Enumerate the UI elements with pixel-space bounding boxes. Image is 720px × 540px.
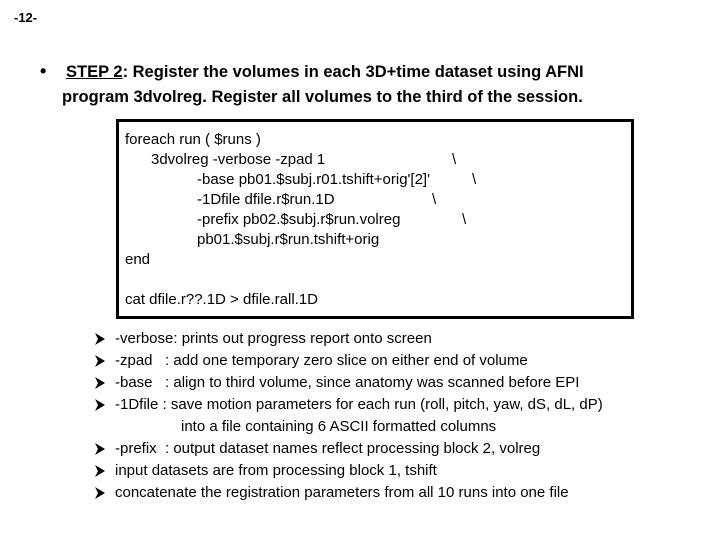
code-line-1dfile: -1Dfile dfile.r$run.1D [197,191,335,208]
code-line-base: -base pb01.$subj.r01.tshift+orig'[2]' [197,171,430,188]
line-continuation-2: \ [472,171,477,188]
arrowhead-bullet-icon [95,443,105,455]
code-line-3dvolreg: 3dvolreg -verbose -zpad 1 [151,151,326,168]
arrowhead-bullet-icon [95,399,105,411]
note-verbose: -verbose: prints out progress report onto screen [115,330,432,347]
code-line-prefix: -prefix pb02.$subj.r$run.volreg [197,211,401,228]
heading-line-1 [66,60,584,85]
note-prefix: -prefix : output dataset names reflect processing block 2, volreg [115,440,541,457]
bullet-icon: • [40,61,47,81]
arrowhead-bullet-icon [95,377,105,389]
code-line-foreach: foreach run ( $runs ) [125,131,261,148]
note-zpad: -zpad : add one temporary zero slice on either end of volume [115,352,528,369]
step-label: STEP 2 [66,63,123,81]
line-continuation-4: \ [462,211,467,228]
code-line-cat: cat dfile.r??.1D > dfile.rall.1D [125,291,319,308]
heading-line-1-text: : Register the volumes in each 3D+time dataset using AFNI [122,63,584,81]
line-continuation-1: \ [452,151,457,168]
arrowhead-bullet-icon [95,487,105,499]
heading-line-2: program 3dvolreg. Register all volumes to the third of the session. [62,88,583,106]
arrowhead-bullet-icon [95,465,105,477]
page-number: -12- [14,10,38,25]
note-base: -base : align to third volume, since anatomy was scanned before EPI [115,374,580,391]
code-line-input: pb01.$subj.r$run.tshift+orig [197,231,380,248]
note-1dfile-continued: into a file containing 6 ASCII formatted columns [181,418,497,435]
note-input: input datasets are from processing block 1, tshift [115,462,437,479]
arrowhead-bullet-icon [95,355,105,367]
code-block [116,119,634,319]
note-1dfile: -1Dfile : save motion parameters for each run (roll, pitch, yaw, dS, dL, dP) [115,396,603,413]
line-continuation-3: \ [432,191,437,208]
arrowhead-bullet-icon [95,333,105,345]
note-concatenate: concatenate the registration parameters from all 10 runs into one file [115,484,569,501]
code-line-end: end [125,251,151,268]
